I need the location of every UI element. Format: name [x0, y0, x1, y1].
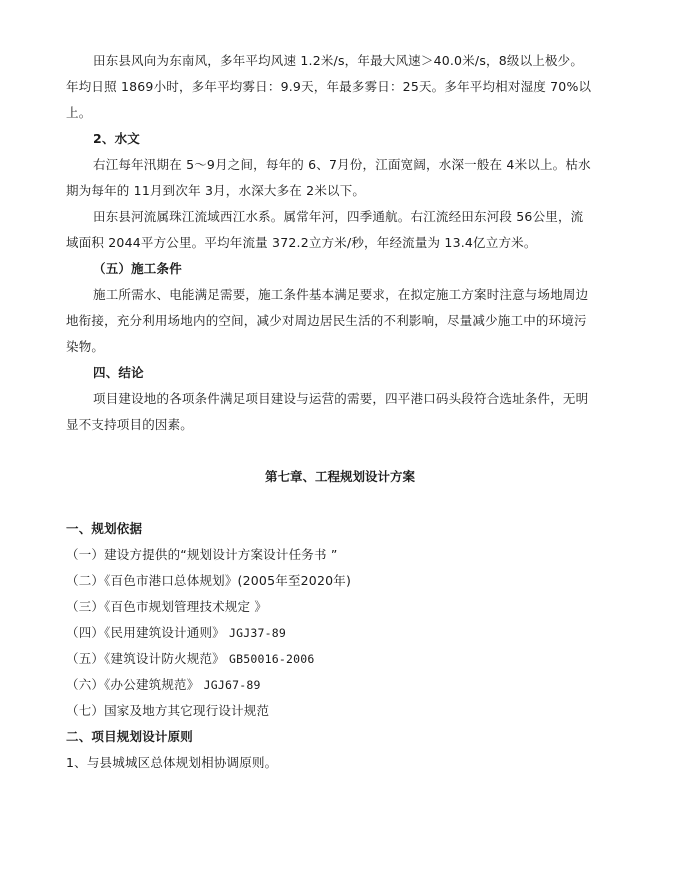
hydrology-p2-line-2: 域面积 2044平方公里。平均年流量 372.2立方米/秒，年经流量为 13.4亿立方米。 — [66, 235, 537, 250]
basis-item-3: （三）《百色市规划管理技术规定 》 — [66, 599, 268, 614]
basis-item-6 — [66, 676, 626, 694]
construction-line-2: 地衔接，充分利用场地内的空间，减少对周边居民生活的不利影响，尽量减少施工中的环境污 — [66, 313, 587, 328]
hydrology-p1-line-1: 右江每年汛期在 5～9月之间，每年的 6、7月份，江面宽阔，水深一般在 4米以上。枯水 — [93, 157, 591, 172]
hydrology-p1-line-2: 期为每年的 11月到次年 3月，水深大多在 2米以下。 — [66, 183, 366, 198]
construction-heading: （五）施工条件 — [93, 261, 182, 276]
basis-item-1: （一）建设方提供的“规划设计方案设计任务书 ” — [66, 547, 338, 562]
basis-item-6-title: （六）《办公建筑规范》 — [66, 677, 200, 692]
basis-item-7: （七）国家及地方其它现行设计规范 — [66, 703, 270, 718]
conclusion-heading: 四、结论 — [93, 365, 144, 380]
basis-item-4-code: JGJ37-89 — [229, 626, 287, 640]
principle-1: 1、与县城城区总体规划相协调原则。 — [66, 755, 278, 770]
chapter-title: 第七章、工程规划设计方案 — [264, 469, 415, 484]
basis-heading: 一、规划依据 — [66, 521, 143, 536]
conclusion-line-1: 项目建设地的各项条件满足项目建设与运营的需要，四平港口码头段符合选址条件，无明 — [93, 391, 589, 406]
basis-item-4-title: （四）《民用建筑设计通则》 — [66, 625, 225, 640]
weather-line-3: 上。 — [66, 105, 92, 120]
basis-item-4 — [66, 624, 626, 642]
weather-line-1: 田东县风向为东南风，多年平均风速 1.2米/s，年最大风速＞40.0米/s，8级以上极少。 — [93, 53, 584, 68]
weather-line-2: 年均日照 1869小时，多年平均雾日：9.9天，年最多雾日：25天。多年平均相对湿度 70%以 — [66, 79, 592, 94]
principles-heading: 二、项目规划设计原则 — [66, 729, 194, 744]
basis-item-2: （二）《百色市港口总体规划》(2005年至2020年) — [66, 573, 352, 588]
basis-item-5-title: （五）《建筑设计防火规范》 — [66, 651, 225, 666]
construction-line-1: 施工所需水、电能满足需要，施工条件基本满足要求，在拟定施工方案时注意与场地周边 — [93, 287, 589, 302]
hydrology-heading: 2、水文 — [93, 131, 140, 146]
construction-line-3: 染物。 — [66, 339, 105, 354]
conclusion-line-2: 显不支持项目的因素。 — [66, 417, 194, 432]
basis-item-5-code: GB50016-2006 — [229, 652, 315, 666]
basis-item-5 — [66, 650, 626, 668]
hydrology-p2-line-1: 田东县河流属珠江流域西江水系。属常年河，四季通航。右江流经田东河段 56公里，流 — [93, 209, 584, 224]
basis-item-6-code: JGJ67-89 — [203, 678, 261, 692]
